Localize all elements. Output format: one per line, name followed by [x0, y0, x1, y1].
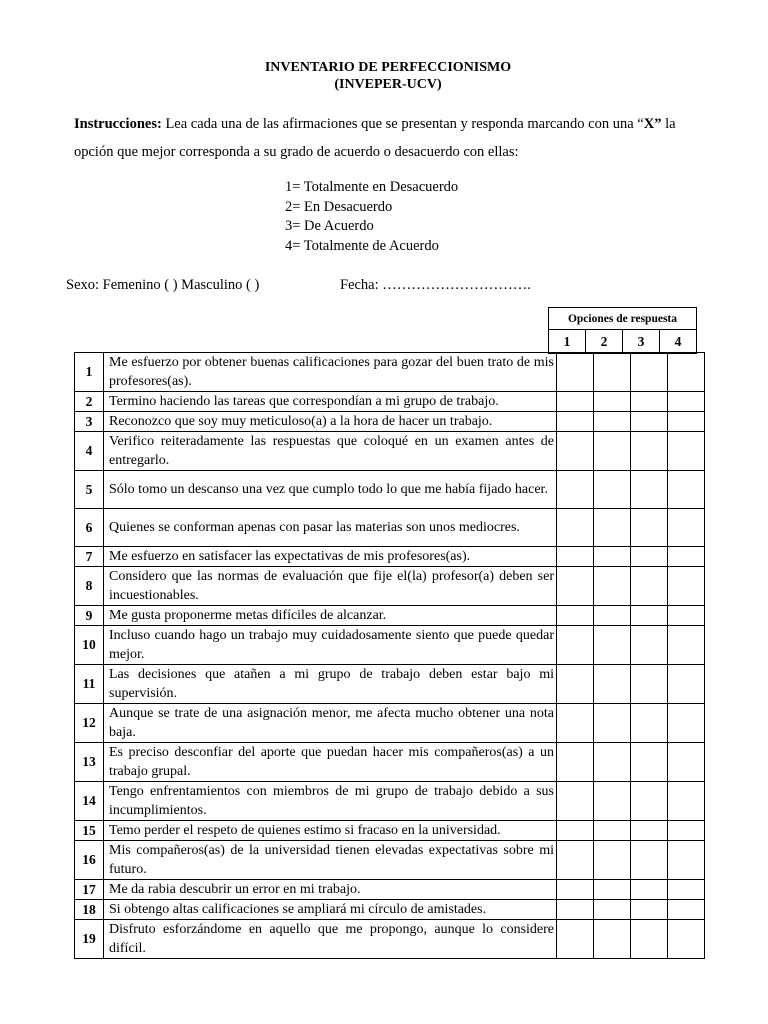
item-statement: Me da rabia descubrir un error en mi trabajo.	[104, 880, 557, 900]
answer-cell-option-1[interactable]	[557, 920, 594, 959]
scale-option-1: 1= Totalmente en Desacuerdo	[285, 179, 459, 195]
item-number: 8	[75, 567, 104, 606]
answer-cell-option-2[interactable]	[594, 782, 631, 821]
instructions	[74, 110, 714, 166]
answer-cell-option-1[interactable]	[557, 412, 594, 432]
item-number: 3	[75, 412, 104, 432]
table-row	[75, 353, 705, 392]
item-number: 16	[75, 841, 104, 880]
answer-cell-option-1[interactable]	[557, 432, 594, 471]
item-statement: Me esfuerzo en satisfacer las expectativas de mis profesores(as).	[104, 547, 557, 567]
table-row	[75, 547, 705, 567]
answer-cell-option-3[interactable]	[631, 626, 668, 665]
item-statement: Quienes se conforman apenas con pasar las materias son unos mediocres.	[104, 509, 557, 547]
sex-field[interactable]: Sexo: Femenino ( ) Masculino ( )	[66, 277, 260, 293]
instructions-mark: X”	[643, 116, 662, 132]
item-number: 18	[75, 900, 104, 920]
table-row	[75, 606, 705, 626]
answer-cell-option-3[interactable]	[631, 547, 668, 567]
answer-cell-option-1[interactable]	[557, 606, 594, 626]
item-statement: Tengo enfrentamientos con miembros de mi grupo de trabajo debido a sus incumplimientos.	[104, 782, 557, 821]
options-header-table	[548, 307, 697, 354]
option-3-header: 3	[623, 330, 660, 354]
answer-cell-option-3[interactable]	[631, 782, 668, 821]
item-statement: Me esfuerzo por obtener buenas calificaciones para gozar del buen trato de mis profesores(as).	[104, 353, 557, 392]
item-number: 7	[75, 547, 104, 567]
instructions-text-before: Lea cada una de las afirmaciones que se presentan y responda marcando con una “	[161, 116, 644, 132]
item-statement: Sólo tomo un descanso una vez que cumplo todo lo que me había fijado hacer.	[104, 471, 557, 509]
item-number: 15	[75, 821, 104, 841]
answer-cell-option-4[interactable]	[668, 821, 705, 841]
answer-cell-option-1[interactable]	[557, 782, 594, 821]
answer-cell-option-2[interactable]	[594, 509, 631, 547]
item-number: 13	[75, 743, 104, 782]
answer-cell-option-3[interactable]	[631, 665, 668, 704]
answer-cell-option-3[interactable]	[631, 567, 668, 606]
answer-cell-option-2[interactable]	[594, 900, 631, 920]
item-number: 1	[75, 353, 104, 392]
answer-cell-option-3[interactable]	[631, 392, 668, 412]
answer-cell-option-2[interactable]	[594, 704, 631, 743]
option-4-header: 4	[660, 330, 697, 354]
table-row	[75, 743, 705, 782]
answer-cell-option-3[interactable]	[631, 821, 668, 841]
answer-cell-option-4[interactable]	[668, 509, 705, 547]
item-statement: Las decisiones que atañen a mi grupo de trabajo deben estar bajo mi supervisión.	[104, 665, 557, 704]
option-1-header: 1	[549, 330, 586, 354]
answer-cell-option-4[interactable]	[668, 704, 705, 743]
answer-cell-option-1[interactable]	[557, 353, 594, 392]
item-number: 12	[75, 704, 104, 743]
scale-option-3: 3= De Acuerdo	[285, 218, 374, 235]
answer-cell-option-4[interactable]	[668, 392, 705, 412]
answer-cell-option-4[interactable]	[668, 880, 705, 900]
item-statement: Si obtengo altas calificaciones se ampliará mi círculo de amistades.	[104, 900, 557, 920]
scale-option-4: 4= Totalmente de Acuerdo	[285, 238, 439, 255]
answer-cell-option-3[interactable]	[631, 920, 668, 959]
document-title: INVENTARIO DE PERFECCIONISMO	[264, 60, 512, 75]
item-statement: Verifico reiteradamente las respuestas que coloqué en un examen antes de entregarlo.	[104, 432, 557, 471]
answer-cell-option-4[interactable]	[668, 353, 705, 392]
answer-cell-option-2[interactable]	[594, 626, 631, 665]
item-statement: Reconozco que soy muy meticuloso(a) a la hora de hacer un trabajo.	[104, 412, 557, 432]
scale-option-2: 2= En Desacuerdo	[285, 198, 393, 215]
answer-cell-option-4[interactable]	[668, 841, 705, 880]
item-number: 9	[75, 606, 104, 626]
item-number: 17	[75, 880, 104, 900]
response-scale	[285, 178, 458, 257]
answer-cell-option-4[interactable]	[668, 606, 705, 626]
answer-cell-option-3[interactable]	[631, 743, 668, 782]
item-number: 6	[75, 509, 104, 547]
answer-cell-option-2[interactable]	[594, 665, 631, 704]
answer-cell-option-3[interactable]	[631, 509, 668, 547]
answer-cell-option-2[interactable]	[594, 821, 631, 841]
item-number: 4	[75, 432, 104, 471]
table-row	[75, 704, 705, 743]
table-row	[75, 821, 705, 841]
item-statement: Termino haciendo las tareas que correspondían a mi grupo de trabajo.	[104, 392, 557, 412]
answer-cell-option-2[interactable]	[594, 471, 631, 509]
item-number: 5	[75, 471, 104, 509]
date-field[interactable]: Fecha: ………………………….	[340, 277, 531, 293]
answer-cell-option-3[interactable]	[631, 704, 668, 743]
table-row	[75, 432, 705, 471]
table-row	[75, 841, 705, 880]
answer-cell-option-4[interactable]	[668, 547, 705, 567]
answer-cell-option-2[interactable]	[594, 841, 631, 880]
item-statement: Me gusta proponerme metas difíciles de alcanzar.	[104, 606, 557, 626]
option-2-header: 2	[586, 330, 623, 354]
item-number: 14	[75, 782, 104, 821]
answer-cell-option-3[interactable]	[631, 841, 668, 880]
table-row	[75, 412, 705, 432]
answer-cell-option-4[interactable]	[668, 782, 705, 821]
table-row	[75, 782, 705, 821]
table-row	[75, 920, 705, 959]
answer-cell-option-1[interactable]	[557, 743, 594, 782]
table-row	[75, 665, 705, 704]
answer-cell-option-3[interactable]	[631, 900, 668, 920]
item-statement: Aunque se trate de una asignación menor, me afecta mucho obtener una nota baja.	[104, 704, 557, 743]
table-row	[75, 567, 705, 606]
answer-cell-option-4[interactable]	[668, 900, 705, 920]
answer-cell-option-4[interactable]	[668, 626, 705, 665]
answer-cell-option-2[interactable]	[594, 392, 631, 412]
table-row	[75, 900, 705, 920]
answer-cell-option-3[interactable]	[631, 471, 668, 509]
answer-cell-option-1[interactable]	[557, 841, 594, 880]
item-statement: Incluso cuando hago un trabajo muy cuidadosamente siento que puede quedar mejor.	[104, 626, 557, 665]
instructions-label: Instrucciones:	[74, 116, 162, 132]
table-row	[75, 471, 705, 509]
answer-cell-option-2[interactable]	[594, 743, 631, 782]
answer-cell-option-1[interactable]	[557, 704, 594, 743]
answer-cell-option-4[interactable]	[668, 567, 705, 606]
item-statement: Considero que las normas de evaluación que fije el(la) profesor(a) deben ser incuestionables.	[104, 567, 557, 606]
item-statement: Disfruto esforzándome en aquello que me propongo, aunque lo considere difícil.	[104, 920, 557, 959]
document-subtitle: (INVEPER-UCV)	[334, 77, 442, 92]
answer-cell-option-2[interactable]	[594, 880, 631, 900]
item-statement: Temo perder el respeto de quienes estimo si fracaso en la universidad.	[104, 821, 557, 841]
answer-cell-option-4[interactable]	[668, 471, 705, 509]
answer-cell-option-2[interactable]	[594, 547, 631, 567]
answer-cell-option-2[interactable]	[594, 920, 631, 959]
answer-cell-option-2[interactable]	[594, 353, 631, 392]
answer-cell-option-1[interactable]	[557, 900, 594, 920]
answer-cell-option-1[interactable]	[557, 626, 594, 665]
item-statement: Mis compañeros(as) de la universidad tienen elevadas expectativas sobre mi futuro.	[104, 841, 557, 880]
answer-cell-option-1[interactable]	[557, 880, 594, 900]
answer-cell-option-3[interactable]	[631, 412, 668, 432]
options-header: Opciones de respuesta	[549, 308, 697, 330]
item-number: 11	[75, 665, 104, 704]
table-row	[75, 509, 705, 547]
answer-cell-option-4[interactable]	[668, 412, 705, 432]
answer-cell-option-3[interactable]	[631, 353, 668, 392]
table-row	[75, 626, 705, 665]
answer-cell-option-3[interactable]	[631, 432, 668, 471]
answer-cell-option-2[interactable]	[594, 567, 631, 606]
item-number: 19	[75, 920, 104, 959]
answer-cell-option-2[interactable]	[594, 412, 631, 432]
item-statement: Es preciso desconfiar del aporte que puedan hacer mis compañeros(as) a un trabajo grupal.	[104, 743, 557, 782]
answer-cell-option-1[interactable]	[557, 821, 594, 841]
table-row	[75, 392, 705, 412]
answer-cell-option-4[interactable]	[668, 432, 705, 471]
answer-cell-option-4[interactable]	[668, 743, 705, 782]
item-number: 2	[75, 392, 104, 412]
answer-cell-option-3[interactable]	[631, 880, 668, 900]
answer-cell-option-1[interactable]	[557, 665, 594, 704]
answer-cell-option-1[interactable]	[557, 392, 594, 412]
answer-cell-option-1[interactable]	[557, 567, 594, 606]
item-number: 10	[75, 626, 104, 665]
answer-cell-option-2[interactable]	[594, 432, 631, 471]
answer-cell-option-1[interactable]	[557, 547, 594, 567]
table-row	[75, 880, 705, 900]
answer-cell-option-1[interactable]	[557, 509, 594, 547]
answer-cell-option-1[interactable]	[557, 471, 594, 509]
answer-cell-option-3[interactable]	[631, 606, 668, 626]
instructions-text-after: la opción que mejor corresponda a su grado de acuerdo o desacuerdo con ellas:	[74, 116, 676, 160]
items-table	[74, 352, 705, 959]
answer-cell-option-4[interactable]	[668, 920, 705, 959]
answer-cell-option-2[interactable]	[594, 606, 631, 626]
answer-cell-option-4[interactable]	[668, 665, 705, 704]
